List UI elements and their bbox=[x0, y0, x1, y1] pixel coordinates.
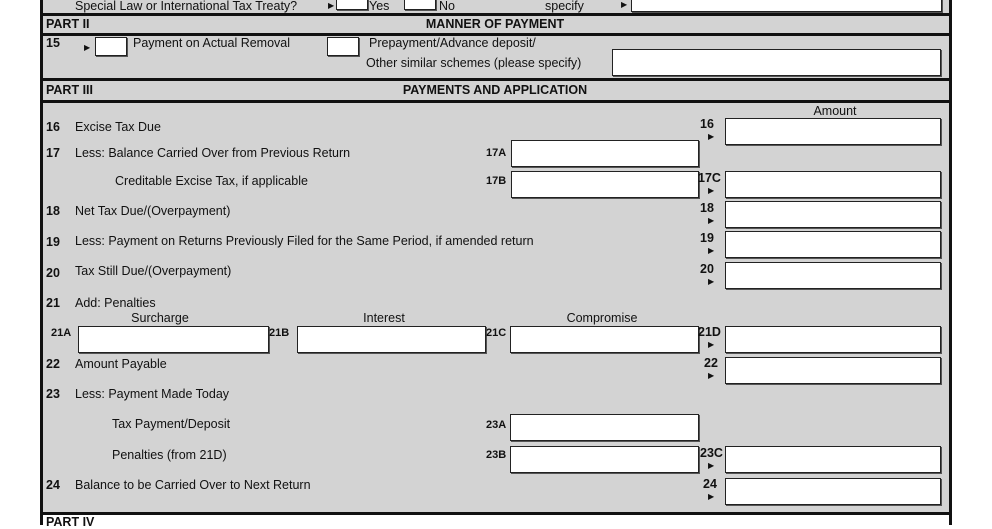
prepayment-label-1: Prepayment/Advance deposit/ bbox=[369, 36, 536, 50]
line21b-code: 21B bbox=[269, 327, 290, 339]
line24-number: 24 bbox=[46, 478, 60, 492]
line18-code: 18 bbox=[700, 201, 714, 215]
compromise-header: Compromise bbox=[566, 311, 638, 325]
line17b-label: Creditable Excise Tax, if applicable bbox=[115, 174, 308, 188]
line17b-code: 17B bbox=[486, 175, 507, 187]
line16-code: 16 bbox=[700, 117, 714, 131]
line23a-label: Tax Payment/Deposit bbox=[112, 417, 231, 431]
line17a-code: 17A bbox=[486, 147, 507, 159]
line19-input[interactable] bbox=[725, 231, 941, 258]
line22-code: 22 bbox=[704, 356, 718, 370]
line20-code: 20 bbox=[700, 262, 714, 276]
part4-label: PART IV bbox=[46, 515, 95, 529]
line16-number: 16 bbox=[46, 120, 60, 134]
surcharge-header: Surcharge bbox=[131, 311, 189, 325]
line21d-code: 21D bbox=[698, 325, 721, 339]
arrow-icon: ▶ bbox=[708, 216, 715, 225]
line18-number: 18 bbox=[46, 204, 60, 218]
line19-label: Less: Payment on Returns Previously Filed for the Same Period, if amended return bbox=[75, 234, 534, 248]
line23b-code: 23B bbox=[486, 449, 507, 461]
line23c-code: 23C bbox=[700, 446, 723, 460]
part4-header bbox=[40, 515, 952, 525]
line23b-label: Penalties (from 21D) bbox=[112, 448, 227, 462]
arrow-icon: ▶ bbox=[708, 186, 715, 195]
arrow-icon: ▶ bbox=[328, 1, 335, 10]
line23-number: 23 bbox=[46, 387, 60, 401]
line21-number: 21 bbox=[46, 296, 60, 310]
part2-title: MANNER OF PAYMENT bbox=[425, 17, 565, 31]
arrow-icon: ▶ bbox=[708, 371, 715, 380]
line18-input[interactable] bbox=[725, 201, 941, 228]
interest-header: Interest bbox=[363, 311, 405, 325]
line20-input[interactable] bbox=[725, 262, 941, 289]
other-schemes-input[interactable] bbox=[612, 49, 941, 76]
specify-input[interactable] bbox=[631, 0, 942, 12]
part2-label: PART II bbox=[46, 17, 90, 31]
line21c-code: 21C bbox=[486, 327, 507, 339]
specify-label: specify bbox=[545, 0, 584, 13]
arrow-icon: ▶ bbox=[708, 492, 715, 501]
yes-label: Yes bbox=[369, 0, 390, 13]
no-label: No bbox=[439, 0, 455, 13]
arrow-icon: ▶ bbox=[708, 340, 715, 349]
line21-label: Add: Penalties bbox=[75, 296, 156, 310]
prepayment-checkbox[interactable] bbox=[327, 37, 359, 56]
actual-removal-checkbox[interactable] bbox=[95, 37, 127, 56]
arrow-icon: ▶ bbox=[708, 246, 715, 255]
line17-label: Less: Balance Carried Over from Previous Return bbox=[75, 146, 351, 160]
arrow-icon: ▶ bbox=[84, 43, 91, 52]
line17b-input[interactable] bbox=[511, 171, 699, 198]
arrow-icon: ▶ bbox=[708, 277, 715, 286]
surcharge-input[interactable] bbox=[78, 326, 269, 353]
prepayment-label-2: Other similar schemes (please specify) bbox=[366, 56, 582, 70]
line16-label: Excise Tax Due bbox=[75, 120, 161, 134]
line17-number: 17 bbox=[46, 146, 60, 160]
compromise-input[interactable] bbox=[510, 326, 699, 353]
line17c-code: 17C bbox=[698, 171, 721, 185]
line18-label: Net Tax Due/(Overpayment) bbox=[75, 204, 231, 218]
line24-label: Balance to be Carried Over to Next Return bbox=[75, 478, 311, 492]
line24-input[interactable] bbox=[725, 478, 941, 505]
line23a-input[interactable] bbox=[510, 414, 699, 441]
amount-header: Amount bbox=[813, 104, 857, 118]
line19-number: 19 bbox=[46, 235, 60, 249]
line22-number: 22 bbox=[46, 357, 60, 371]
interest-input[interactable] bbox=[297, 326, 486, 353]
actual-removal-label: Payment on Actual Removal bbox=[133, 36, 291, 50]
yes-checkbox[interactable] bbox=[336, 0, 368, 10]
line20-label: Tax Still Due/(Overpayment) bbox=[75, 264, 232, 278]
arrow-icon: ▶ bbox=[708, 461, 715, 470]
line17c-input[interactable] bbox=[725, 171, 941, 198]
line19-code: 19 bbox=[700, 231, 714, 245]
line20-number: 20 bbox=[46, 266, 60, 280]
arrow-icon: ▶ bbox=[621, 0, 628, 9]
line17a-input[interactable] bbox=[511, 140, 699, 167]
line23c-input[interactable] bbox=[725, 446, 941, 473]
line21d-input[interactable] bbox=[725, 326, 941, 353]
line22-input[interactable] bbox=[725, 357, 941, 384]
line22-label: Amount Payable bbox=[75, 357, 167, 371]
tax-treaty-question: Special Law or International Tax Treaty? bbox=[75, 0, 298, 13]
line24-code: 24 bbox=[703, 477, 717, 491]
line21a-code: 21A bbox=[51, 327, 72, 339]
arrow-icon: ▶ bbox=[708, 132, 715, 141]
no-checkbox[interactable] bbox=[404, 0, 436, 10]
line23a-code: 23A bbox=[486, 419, 507, 431]
line23-label: Less: Payment Made Today bbox=[75, 387, 230, 401]
part3-title: PAYMENTS AND APPLICATION bbox=[402, 83, 588, 97]
line16-input[interactable] bbox=[725, 118, 941, 145]
part3-label: PART III bbox=[46, 83, 93, 97]
line23b-input[interactable] bbox=[510, 446, 699, 473]
item15-number: 15 bbox=[46, 36, 60, 50]
